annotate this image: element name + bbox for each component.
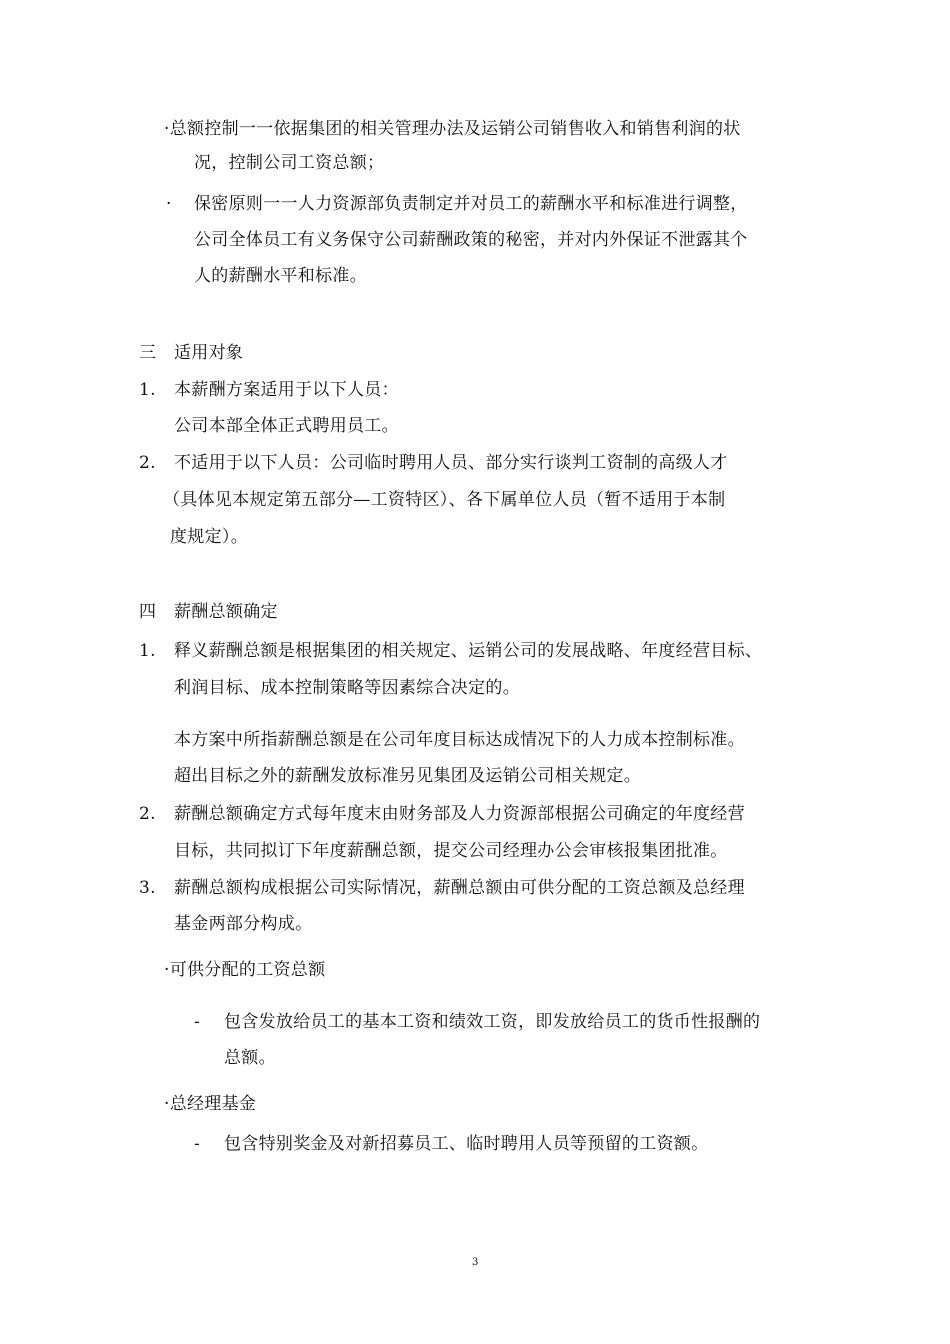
text-line: 本方案中所指薪酬总额是在公司年度目标达成情况下的人力成本控制标准。 — [174, 730, 745, 750]
list-number: 1. — [139, 380, 156, 400]
text-line: 薪酬总额构成根据公司实际情况，薪酬总额由可供分配的工资总额及总经理 — [174, 878, 745, 898]
dash-bullet: - — [194, 1134, 201, 1154]
text-line: 度规定）。 — [170, 527, 248, 547]
text-line: 总额。 — [224, 1048, 276, 1068]
bullet: · — [166, 194, 172, 214]
list-number: 2. — [139, 453, 156, 473]
text-line: 释义薪酬总额是根据集团的相关规定、运销公司的发展战略、年度经营目标、 — [174, 641, 763, 661]
section-number: 三 — [139, 343, 157, 363]
text-line: 公司本部全体正式聘用员工。 — [174, 416, 399, 436]
text-line: 不适用于以下人员：公司临时聘用人员、部分实行谈判工资制的高级人才 — [174, 453, 728, 473]
text-line: ·可供分配的工资总额 — [164, 960, 326, 980]
text-line: 利润目标、成本控制策略等因素综合决定的。 — [174, 678, 520, 698]
text-line: 况，控制公司工资总额； — [194, 153, 385, 173]
text-line: 公司全体员工有义务保守公司薪酬政策的秘密，并对内外保证不泄露其个 — [194, 230, 748, 250]
text-line: 包含特别奖金及对新招募员工、临时聘用人员等预留的工资额。 — [224, 1134, 709, 1154]
text-line: 超出目标之外的薪酬发放标准另见集团及运销公司相关规定。 — [174, 766, 642, 786]
text-line: （具体见本规定第五部分—工资特区）、各下属单位人员（暂不适用于本制 — [163, 490, 726, 510]
text-line: 保密原则一一人力资源部负责制定并对员工的薪酬水平和标准进行调整， — [194, 194, 748, 214]
text-line: 本薪酬方案适用于以下人员： — [174, 380, 399, 400]
text-line: 薪酬总额确定方式每年度末由财务部及人力资源部根据公司确定的年度经营 — [174, 804, 745, 824]
text-line: 包含发放给员工的基本工资和绩效工资，即发放给员工的货币性报酬的 — [224, 1012, 761, 1032]
page-number: 3 — [472, 1257, 479, 1268]
list-number: 2. — [139, 804, 156, 824]
list-number: 1. — [139, 641, 156, 661]
list-number: 3. — [139, 878, 156, 898]
dash-bullet: - — [194, 1012, 201, 1032]
text-line: ·总经理基金 — [164, 1094, 257, 1114]
text-line: 目标，共同拟订下年度薪酬总额，提交公司经理办公会审核报集团批准。 — [174, 841, 728, 861]
section-heading: 适用对象 — [174, 343, 244, 363]
section-heading: 薪酬总额确定 — [174, 602, 278, 622]
text-line: 人的薪酬水平和标准。 — [194, 266, 367, 286]
section-number: 四 — [139, 602, 157, 622]
text-line: 基金两部分构成。 — [174, 914, 313, 934]
text-line: ·总额控制一一依据集团的相关管理办法及运销公司销售收入和销售利润的状 — [164, 119, 741, 139]
